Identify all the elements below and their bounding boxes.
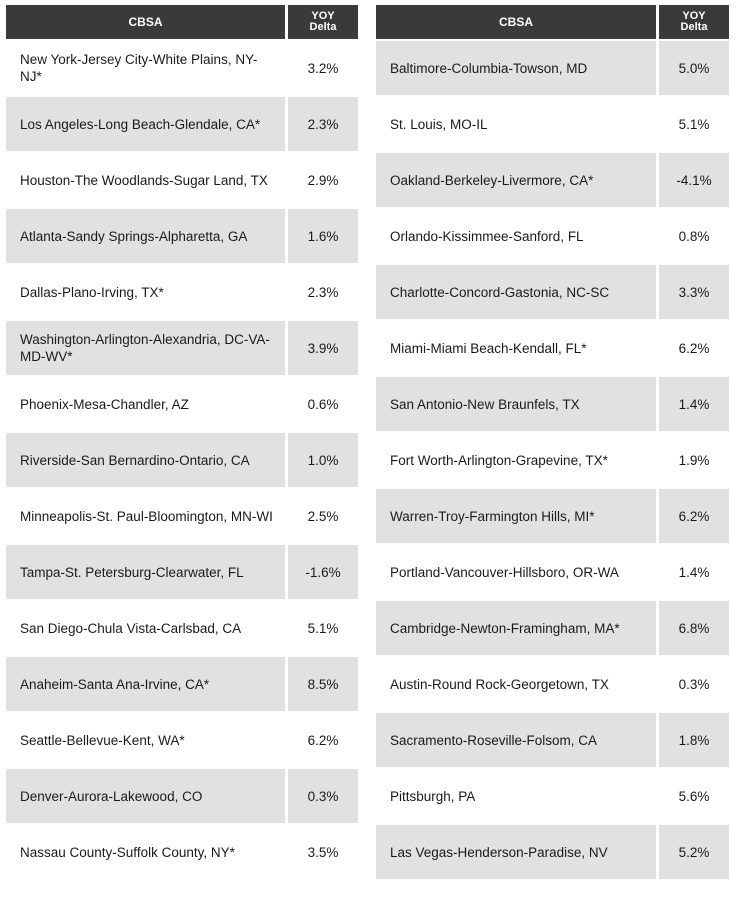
yoy-delta-cell: 8.5% (288, 657, 358, 713)
cbsa-name-cell: Cambridge-Newton-Framingham, MA* (376, 601, 659, 657)
cbsa-name-cell: Los Angeles-Long Beach-Glendale, CA* (6, 97, 288, 153)
table-header-row (6, 5, 358, 41)
yoy-delta-cell: 6.2% (288, 713, 358, 769)
yoy-delta-cell: 1.9% (659, 433, 729, 489)
table-row (6, 825, 358, 881)
cbsa-name-cell: Dallas-Plano-Irving, TX* (6, 265, 288, 321)
column-header-yoy: YOY (311, 10, 335, 22)
cbsa-name-cell: Riverside-San Bernardino-Ontario, CA (6, 433, 288, 489)
yoy-delta-cell: 6.2% (659, 321, 729, 377)
yoy-delta-cell: 0.3% (659, 657, 729, 713)
cbsa-name-cell: New York-Jersey City-White Plains, NY-NJ* (6, 41, 288, 97)
cbsa-name-cell: Warren-Troy-Farmington Hills, MI* (376, 489, 659, 545)
cbsa-name-cell: Austin-Round Rock-Georgetown, TX (376, 657, 659, 713)
yoy-delta-cell: 1.4% (659, 377, 729, 433)
cbsa-name-cell: Anaheim-Santa Ana-Irvine, CA* (6, 657, 288, 713)
cbsa-name-cell: Atlanta-Sandy Springs-Alpharetta, GA (6, 209, 288, 265)
table-row (6, 153, 358, 209)
table-row (376, 433, 729, 489)
column-header-yoy: YOY (682, 10, 706, 22)
yoy-delta-cell: 1.4% (659, 545, 729, 601)
yoy-delta-cell: 6.2% (659, 489, 729, 545)
yoy-delta-cell: 2.3% (288, 97, 358, 153)
yoy-delta-cell: 5.6% (659, 769, 729, 825)
table-row (376, 713, 729, 769)
yoy-delta-cell: -1.6% (288, 545, 358, 601)
table-row (6, 41, 358, 97)
cbsa-name-cell: St. Louis, MO-IL (376, 97, 659, 153)
yoy-delta-cell: 0.3% (288, 769, 358, 825)
table-row (6, 657, 358, 713)
table-row (6, 433, 358, 489)
cbsa-name-cell: Tampa-St. Petersburg-Clearwater, FL (6, 545, 288, 601)
table-row (6, 265, 358, 321)
yoy-delta-cell: -4.1% (659, 153, 729, 209)
cbsa-name-cell: San Diego-Chula Vista-Carlsbad, CA (6, 601, 288, 657)
cbsa-name-cell: Oakland-Berkeley-Livermore, CA* (376, 153, 659, 209)
cbsa-name-cell: Pittsburgh, PA (376, 769, 659, 825)
cbsa-name-cell: Minneapolis-St. Paul-Bloomington, MN-WI (6, 489, 288, 545)
table-row (376, 153, 729, 209)
table-row (6, 97, 358, 153)
cbsa-name-cell: Houston-The Woodlands-Sugar Land, TX (6, 153, 288, 209)
table-row (6, 209, 358, 265)
table-row (6, 769, 358, 825)
table-row (6, 545, 358, 601)
column-header-cbsa: CBSA (376, 5, 659, 41)
table-row (6, 377, 358, 433)
cbsa-name-cell: Portland-Vancouver-Hillsboro, OR-WA (376, 545, 659, 601)
yoy-delta-cell: 3.2% (288, 41, 358, 97)
yoy-delta-cell: 3.9% (288, 321, 358, 377)
cbsa-name-cell: Charlotte-Concord-Gastonia, NC-SC (376, 265, 659, 321)
yoy-delta-cell: 0.6% (288, 377, 358, 433)
column-header-cbsa: CBSA (6, 5, 288, 41)
yoy-delta-cell: 5.2% (659, 825, 729, 881)
cbsa-name-cell: Orlando-Kissimmee-Sanford, FL (376, 209, 659, 265)
cbsa-name-cell: Sacramento-Roseville-Folsom, CA (376, 713, 659, 769)
yoy-delta-cell: 2.5% (288, 489, 358, 545)
table-row (376, 601, 729, 657)
table-row (376, 209, 729, 265)
table-row (376, 97, 729, 153)
cbsa-table-left (6, 5, 358, 881)
table-row (6, 489, 358, 545)
table-row (376, 265, 729, 321)
table-row (376, 825, 729, 881)
table-header-row (376, 5, 729, 41)
table-row (6, 713, 358, 769)
table-row (376, 321, 729, 377)
table-row (376, 769, 729, 825)
table-row (376, 377, 729, 433)
yoy-delta-cell: 6.8% (659, 601, 729, 657)
yoy-delta-cell: 3.3% (659, 265, 729, 321)
yoy-delta-cell: 1.6% (288, 209, 358, 265)
yoy-delta-cell: 2.3% (288, 265, 358, 321)
table-body-left (6, 41, 358, 881)
yoy-delta-cell: 5.1% (659, 97, 729, 153)
yoy-delta-cell: 3.5% (288, 825, 358, 881)
cbsa-name-cell: Las Vegas-Henderson-Paradise, NV (376, 825, 659, 881)
yoy-delta-cell: 0.8% (659, 209, 729, 265)
cbsa-name-cell: Baltimore-Columbia-Towson, MD (376, 41, 659, 97)
table-row (376, 657, 729, 713)
cbsa-name-cell: Washington-Arlington-Alexandria, DC-VA-MD-WV* (6, 321, 288, 377)
cbsa-name-cell: Phoenix-Mesa-Chandler, AZ (6, 377, 288, 433)
table-row (376, 545, 729, 601)
column-header-yoy-delta (659, 5, 729, 41)
column-header-delta: Delta (309, 21, 337, 33)
table-row (6, 321, 358, 377)
cbsa-name-cell: San Antonio-New Braunfels, TX (376, 377, 659, 433)
yoy-delta-cell: 2.9% (288, 153, 358, 209)
yoy-delta-cell: 1.0% (288, 433, 358, 489)
cbsa-name-cell: Miami-Miami Beach-Kendall, FL* (376, 321, 659, 377)
table-row (376, 41, 729, 97)
cbsa-name-cell: Denver-Aurora-Lakewood, CO (6, 769, 288, 825)
column-header-yoy-delta (288, 5, 358, 41)
cbsa-name-cell: Seattle-Bellevue-Kent, WA* (6, 713, 288, 769)
cbsa-name-cell: Nassau County-Suffolk County, NY* (6, 825, 288, 881)
cbsa-name-cell: Fort Worth-Arlington-Grapevine, TX* (376, 433, 659, 489)
yoy-delta-cell: 5.0% (659, 41, 729, 97)
table-body-right (376, 41, 729, 881)
yoy-delta-cell: 5.1% (288, 601, 358, 657)
cbsa-table-right (376, 5, 729, 881)
column-header-delta: Delta (680, 21, 708, 33)
table-row (6, 601, 358, 657)
table-row (376, 489, 729, 545)
yoy-delta-cell: 1.8% (659, 713, 729, 769)
